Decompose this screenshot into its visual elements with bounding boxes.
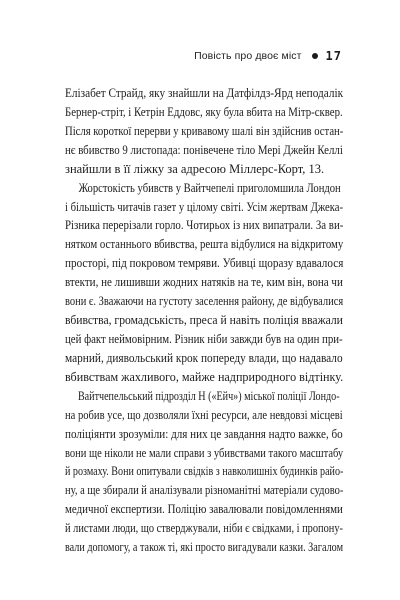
text-line: Різника перерізали горло. Чотирьох із них випатрали. За ви- (65, 218, 344, 233)
text-line: і більшість читачів газет у цілому світі. Усім жертвам Джека- (65, 199, 344, 214)
bullet-dot-icon (312, 53, 318, 59)
text-line: Жорстокість убивств у Вайтчепелі приголомшила Лондон (78, 180, 341, 195)
running-title: Повість про двоє міст (194, 50, 302, 62)
paragraph (65, 387, 343, 557)
text-line: просторі, під покровом темряви. Убивці щоразу вдавалося (65, 256, 344, 271)
text-line: на робив усе, що дозволяли їхні ресурси, але невдовзі місцеві (65, 407, 343, 422)
text-line: марний, диявольський крок попереду влади, що надавало (65, 350, 343, 365)
text-line: медичної експертизи. Поліцію завалювали повідомленнями (65, 502, 343, 517)
text-line: й розмаху. Вони опитували свідків з навколишніх будинків райо- (65, 464, 344, 479)
text-line: й листами люди, що стверджували, ніби є свідками, і пропону- (65, 521, 343, 536)
text-line: цей факт неймовірним. Різник ніби завжди був на один при- (65, 331, 343, 346)
text-line: знайшли в її ліжку за адресою Міллерс-Корт, 13. (65, 161, 325, 176)
body-text (65, 84, 343, 557)
text-line: ну, а ще збирали й аналізували різноманітні матеріали судово- (65, 483, 344, 498)
text-line: Бернер-стріт, і Кетрін Еддовс, яку була вбита на Мітр-сквер. (65, 104, 343, 119)
page-number: 17 (325, 49, 342, 63)
text-line: вали допомогу, а також ті, які просто вигадували казки. Загалом (65, 540, 344, 555)
text-line: втекти, не лишивши жодних натяків на те, ким він, вона чи (65, 275, 343, 290)
text-line: вбивствам жахливого, майже надприродного відтінку. (65, 369, 344, 384)
text-line: Після короткої перерви у кривавому шалі він здійснив остан- (65, 123, 344, 138)
paragraph (65, 179, 343, 387)
text-line: вбивства, громадськість, преса й навіть поліція вважали (65, 313, 343, 328)
running-header (194, 48, 342, 64)
text-line: нятком останнього вбивства, решта відбулися на відкритому (65, 237, 344, 252)
text-line: Вайтчепельський підрозділ Н («Ейч») міської поліції Лондо- (77, 388, 340, 403)
text-line: Елізабет Страйд, яку знайшли на Датфілдз-Ярд неподалік (65, 86, 344, 100)
text-line: поліціянти зрозуміли: для них це завдання надто важке, бо (65, 426, 343, 441)
text-line: вони є. Зважаючи на густоту заселення району, де відбувалися (65, 294, 344, 309)
paragraph (65, 84, 343, 179)
text-line: вони ще ніколи не мали справи з убивствами такого масштабу (65, 445, 344, 460)
text-line: нє вбивство 9 листопада: понівечене тіло Мері Джейн Келлі (65, 142, 343, 157)
